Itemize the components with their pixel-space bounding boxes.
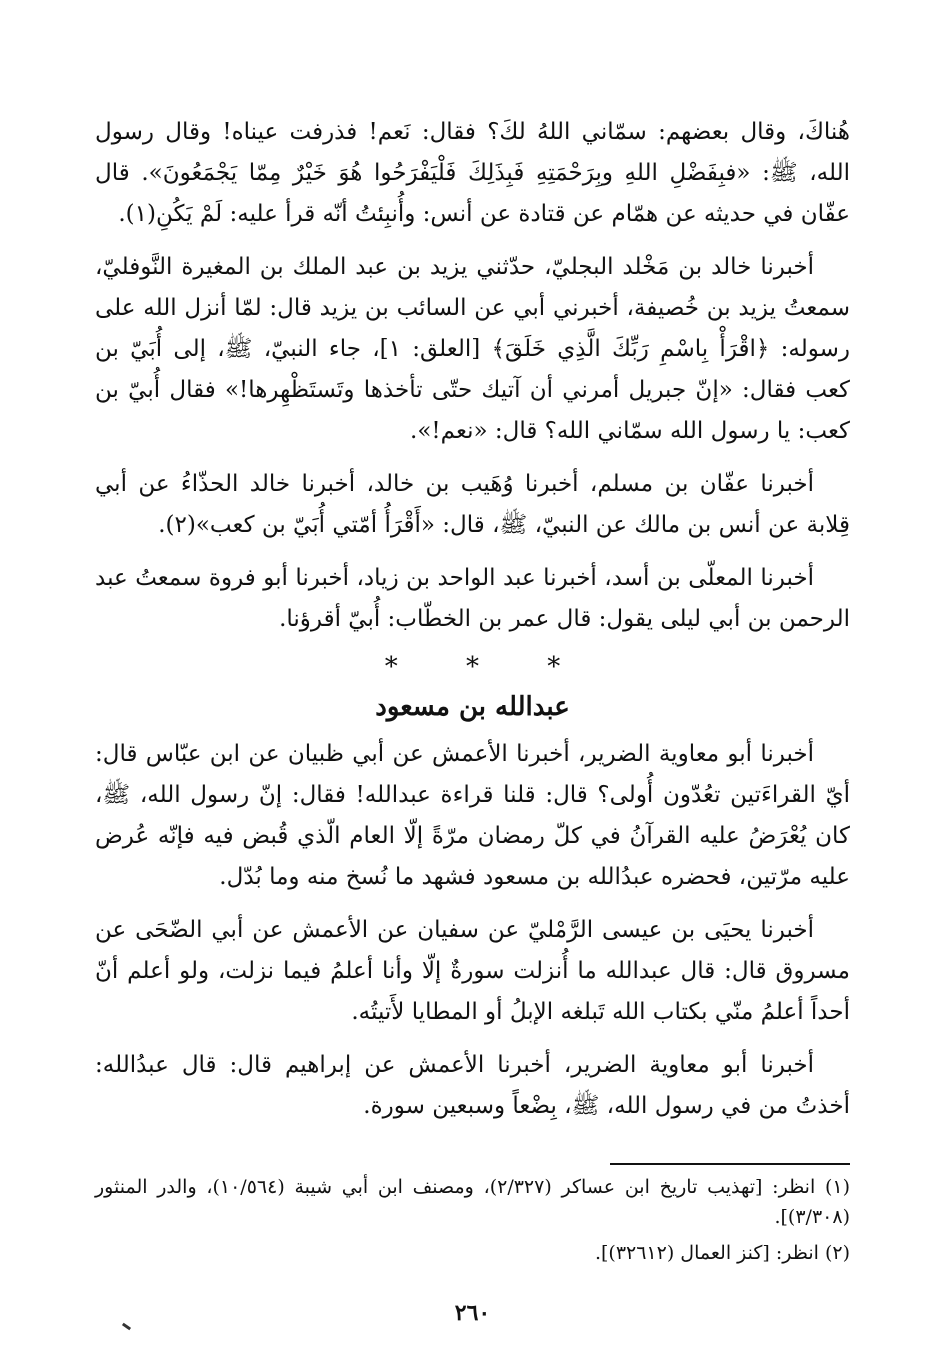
footnote-1: (١) انظر: [تهذيب تاريخ ابن عساكر (٢/٣٢٧)، ومصنف ابن أبي شيبة (١٠/٥٦٤)، والدر المنثور (٣/٣٠٨)]. bbox=[95, 1176, 850, 1228]
paragraph-3: أخبرنا عفّان بن مسلم، أخبرنا وُهَيب بن خالد، أخبرنا خالد الحذّاءُ عن أبي قِلابة عن أنس بن مالك عن النبيّ، ﷺ، قال: «أَقْرَأُ أمّتي أُبَيّ بن كعب»(٢). bbox=[95, 471, 850, 538]
main-text bbox=[95, 112, 850, 1139]
section-paragraph-2: أخبرنا يحيَى بن عيسى الرَّمْليّ عن سفيان عن الأعمش عن أبي الضّحَى عن مسروق قال: قال عبدالله ما أُنزلت سورةٌ إلّا وأنا أعلمُ فيما نزلت، ولو أعلم أنّ أحداً أعلمُ منّي بكتاب الله تَبلغه الإبلُ أو المطايا لأَتيتُه. bbox=[95, 917, 850, 1025]
paragraph-1: هُناكَ، وقال بعضهم: سمّاني اللهُ لكَ؟ فقال: نَعم! فذرفت عيناه! وقال رسول الله، ﷺ: «فبِفَضْلِ اللهِ وبِرَحْمَتِهِ فَبِذَلِكَ فَلْيَفْرَحُوا هُوَ خَيْرٌ مِمّا يَجْمَعُونَ». قال عفّان في حديثه عن همّام عن قتادة عن أنس: وأُنبِئتُ أنّه قرأ عليه: لَمْ يَكُنِ(١). bbox=[95, 119, 850, 227]
section-paragraph-1: أخبرنا أبو معاوية الضرير، أخبرنا الأعمش عن أبي ظبيان عن ابن عبّاس قال: أيّ القراءَتين تعُدّون أُولى؟ قال: قلنا قراءة عبدالله! فقال: إنّ رسول الله، ﷺ، كان يُعْرَضُ عليه القرآنُ في كلّ رمضان مرّةً إلّا العام الّذي قُبض فيه فإنّه عُرض عليه مرّتين، فحضره عبدُالله بن مسعود فشهد ما نُسخ منه وما بُدّل. bbox=[95, 741, 850, 890]
separator-star: * bbox=[547, 652, 561, 682]
separator-star: * bbox=[384, 652, 398, 682]
section-separator bbox=[95, 652, 850, 682]
footnote-2: (٢) انظر: [كنز العمال (٣٢٦١٢)]. bbox=[594, 1242, 850, 1264]
separator-star: * bbox=[466, 652, 479, 682]
paragraph-4: أخبرنا المعلّى بن أسد، أخبرنا عبد الواحد بن زياد، أخبرنا أبو فروة سمعتُ عبد الرحمن بن أبي ليلى يقول: قال عمر بن الخطّاب: أُبيّ أقرؤنا. bbox=[95, 565, 850, 632]
section-title: عبدالله بن مسعود bbox=[375, 692, 570, 722]
page-number: ٢٦٠ bbox=[454, 1300, 491, 1326]
section-paragraph-3: أخبرنا أبو معاوية الضرير، أخبرنا الأعمش عن إبراهيم قال: قال عبدُالله: أخذتُ من في رسول الله، ﷺ، بِضْعاً وسبعين سورة. bbox=[95, 1052, 850, 1119]
paragraph-2: أخبرنا خالد بن مَخْلد البجليّ، حدّثني يزيد بن عبد الملك بن المغيرة النَّوفليّ، سمعتُ يزيد بن خُصيفة، أخبرني أبي عن السائب بن يزيد قال: لمّا أنزل الله على رسوله: ﴿اقْرَأْ بِاسْمِ رَبِّكَ الَّذِي خَلَقَ﴾ [العلق: ١]، جاء النبيّ، ﷺ، إلى أُبَيّ بن كعب فقال: «إنّ جبريل أمرني أن آتيك حتّى تأخذها وتَستَظْهِرها!» فقال أُبيّ بن كعب: يا رسول الله سمّاني الله؟ قال: «نعم!». bbox=[95, 254, 850, 444]
footnote-divider bbox=[610, 1163, 850, 1165]
footnotes bbox=[95, 1172, 850, 1274]
